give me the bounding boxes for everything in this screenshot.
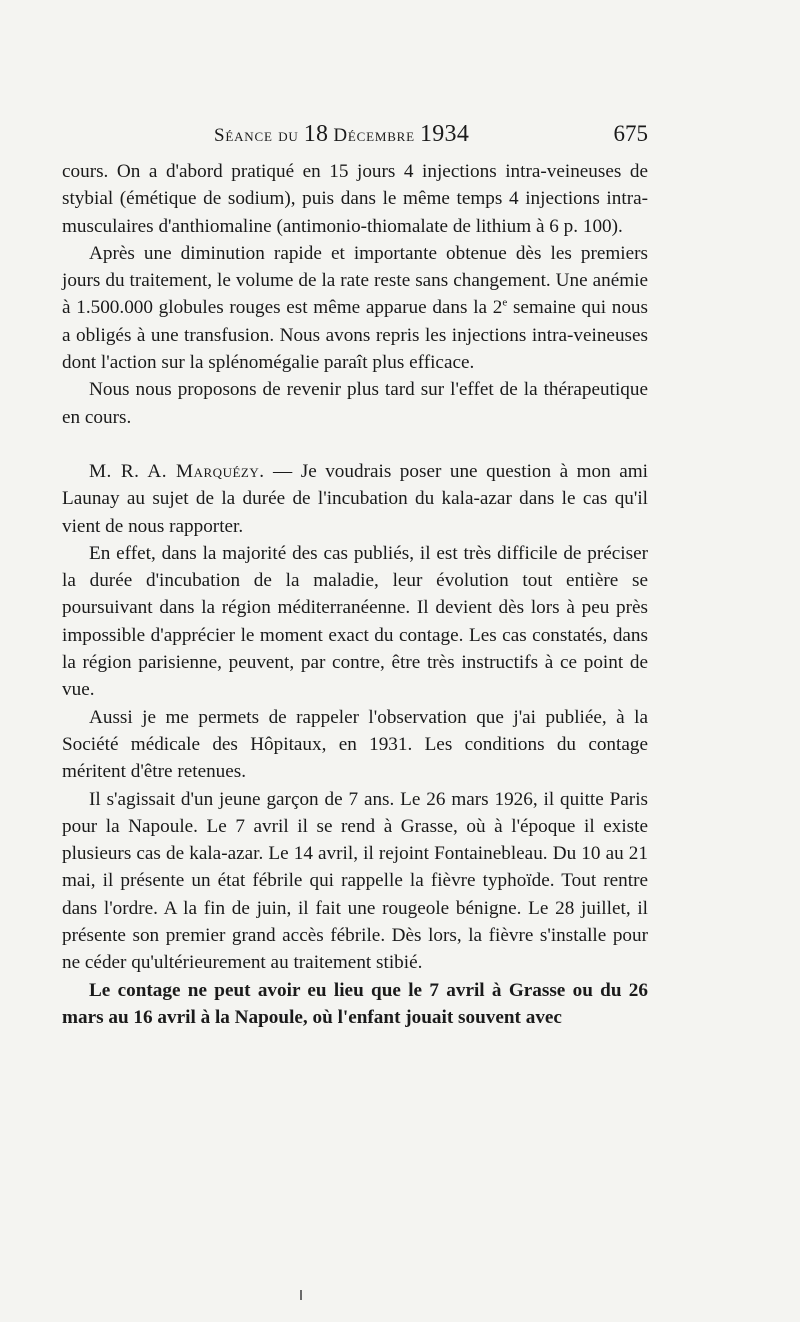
paragraph-3: Nous nous proposons de revenir plus tard sur l'effet de la thérapeutique en cours. xyxy=(62,379,648,428)
running-head xyxy=(62,121,648,151)
paragraph-4-text: — Je voudrais poser une question à mon ami Launay au sujet de la durée de l'incubation du kala-azar dans le cas qu'il vient de nous rapporter. xyxy=(62,460,649,537)
paragraph-5: En effet, dans la majorité des cas publiés, il est très difficile de préciser la durée d'incubation de la maladie, leur évolution tout entière se poursuivant dans la région méditerranéenne. Il devient dès lors à peu près impossible d'apprécier le moment exact du contage. Les cas constatés, dans la région parisienne, peuvent, par contre, être très instructifs à ce point de vue. xyxy=(62,542,648,701)
header-seance: Séance du xyxy=(214,125,299,146)
paragraph-2-part-b: semaine qui nous a obligés à une transfusion. Nous avons repris les injections intra-veineuses dont l'action sur la splénomégalie paraît plus efficace. xyxy=(62,297,648,374)
header-month: Décembre xyxy=(333,125,415,146)
speaker-name: M. R. A. Marquézy. xyxy=(89,460,265,482)
paragraph-6: Aussi je me permets de rappeler l'observation que j'ai publiée, à la Société médicale des Hôpitaux, en 1931. Les conditions du contage méritent d'être retenues. xyxy=(62,706,648,783)
paragraph-1: cours. On a d'abord pratiqué en 15 jours 4 injections intra-veineuses de stybial (émétique de sodium), puis dans le même temps 4 injections intra-musculaires d'anthiomaline (antimonio-thiomalate de lithium à 6 p. 100). xyxy=(62,161,648,237)
ordinal-superscript: e xyxy=(502,297,508,310)
page-number: 675 xyxy=(613,121,648,146)
header-year: 1934 xyxy=(419,121,470,147)
scan-speck xyxy=(300,1290,302,1300)
paragraph-2-part-a: Après une diminution rapide et importante obtenue dès les premiers jours du traitement, le volume de la rate reste sans changement. Une anémie à 1.500.000 globules rouges est même apparue dans la 2 xyxy=(62,242,648,319)
paragraph-4 xyxy=(62,458,648,540)
paragraph-2 xyxy=(62,240,648,376)
header-day: 18 xyxy=(303,121,329,147)
page-header-title xyxy=(214,121,469,148)
paragraph-7: Il s'agissait d'un jeune garçon de 7 ans. Le 26 mars 1926, il quitte Paris pour la Napoule. Le 7 avril il se rend à Grasse, où à l'époque il existe plusieurs cas de kala-azar. Le 14 avril, il rejoint Fontainebleau. Du 10 au 21 mai, il présente un état fébrile qui rappelle la fièvre typhoïde. Tout rentre dans l'ordre. A la fin de juin, il fait une rougeole bénigne. Le 28 juillet, il présente son premier grand accès fébrile. Dès lors, la fièvre s'installe pour ne céder qu'ultérieurement au traitement stibié. xyxy=(62,788,648,974)
body-text xyxy=(62,158,648,1031)
document-page xyxy=(62,0,648,1322)
paragraph-8: Le contage ne peut avoir eu lieu que le 7 avril à Grasse ou du 26 mars au 16 avril à la Napoule, où l'enfant jouait souvent avec xyxy=(62,979,648,1028)
